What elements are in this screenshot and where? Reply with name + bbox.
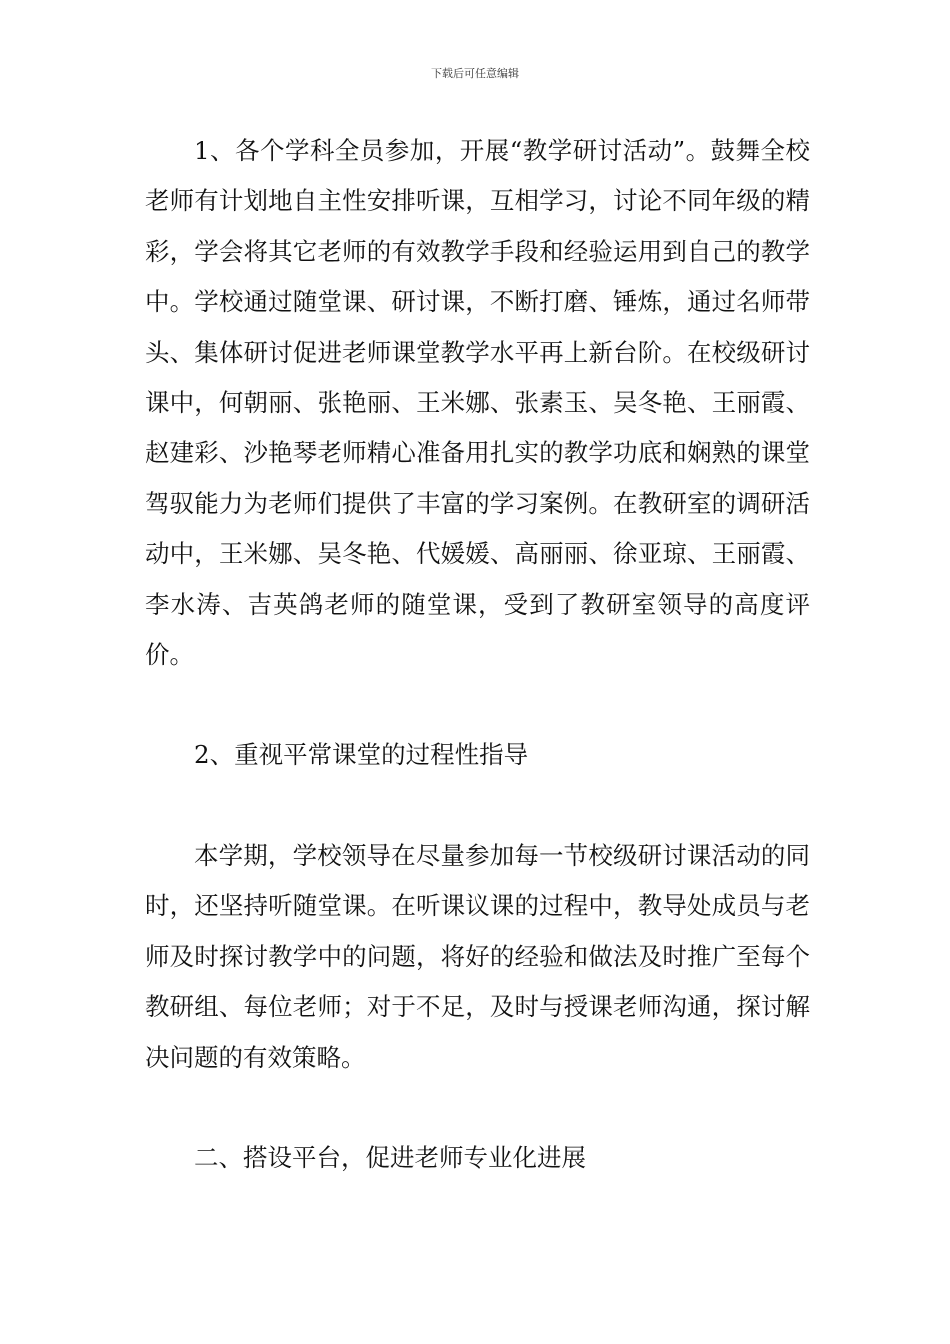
paragraph-teaching-research-activity: 1、各个学科全员参加，开展“教学研讨活动”。鼓舞全校老师有计划地自主性安排听课，互相学习，讨论不同年级的精彩，学会将其它老师的有效教学手段和经验运用到自己的教学中。学校通过随堂课、研讨课，不断打磨、锤炼，通过名师带头、集体研讨促进老师课堂教学水平再上新台阶。在校级研讨课中，何朝丽、张艳丽、王米娜、张素玉、吴冬艳、王丽霞、赵建彩、沙艳琴老师精心准备用扎实的教学功底和娴熟的课堂驾驭能力为老师们提供了丰富的学习案例。在教研室的调研活动中，王米娜、吴冬艳、代媛媛、高丽丽、徐亚琼、王丽霞、李水涛、吉英鸽老师的随堂课，受到了教研室领导的高度评价。 xyxy=(145,136,810,670)
document-body xyxy=(145,126,810,1183)
paragraph-classroom-guidance: 本学期，学校领导在尽量参加每一节校级研讨课活动的同时，还坚持听随堂课。在听课议课的过程中，教导处成员与老师及时探讨教学中的问题，将好的经验和做法及时推广至每个教研组、每位老师；对于不足，及时与授课老师沟通，探讨解决问题的有效策略。 xyxy=(145,840,810,1072)
page-header-note: 下载后可任意编辑 xyxy=(431,67,519,80)
section-heading-classroom-guidance: 2、重视平常课堂的过程性指导 xyxy=(194,740,529,770)
section-heading-platform-building: 二、搭设平台，促进老师专业化进展 xyxy=(194,1142,586,1172)
